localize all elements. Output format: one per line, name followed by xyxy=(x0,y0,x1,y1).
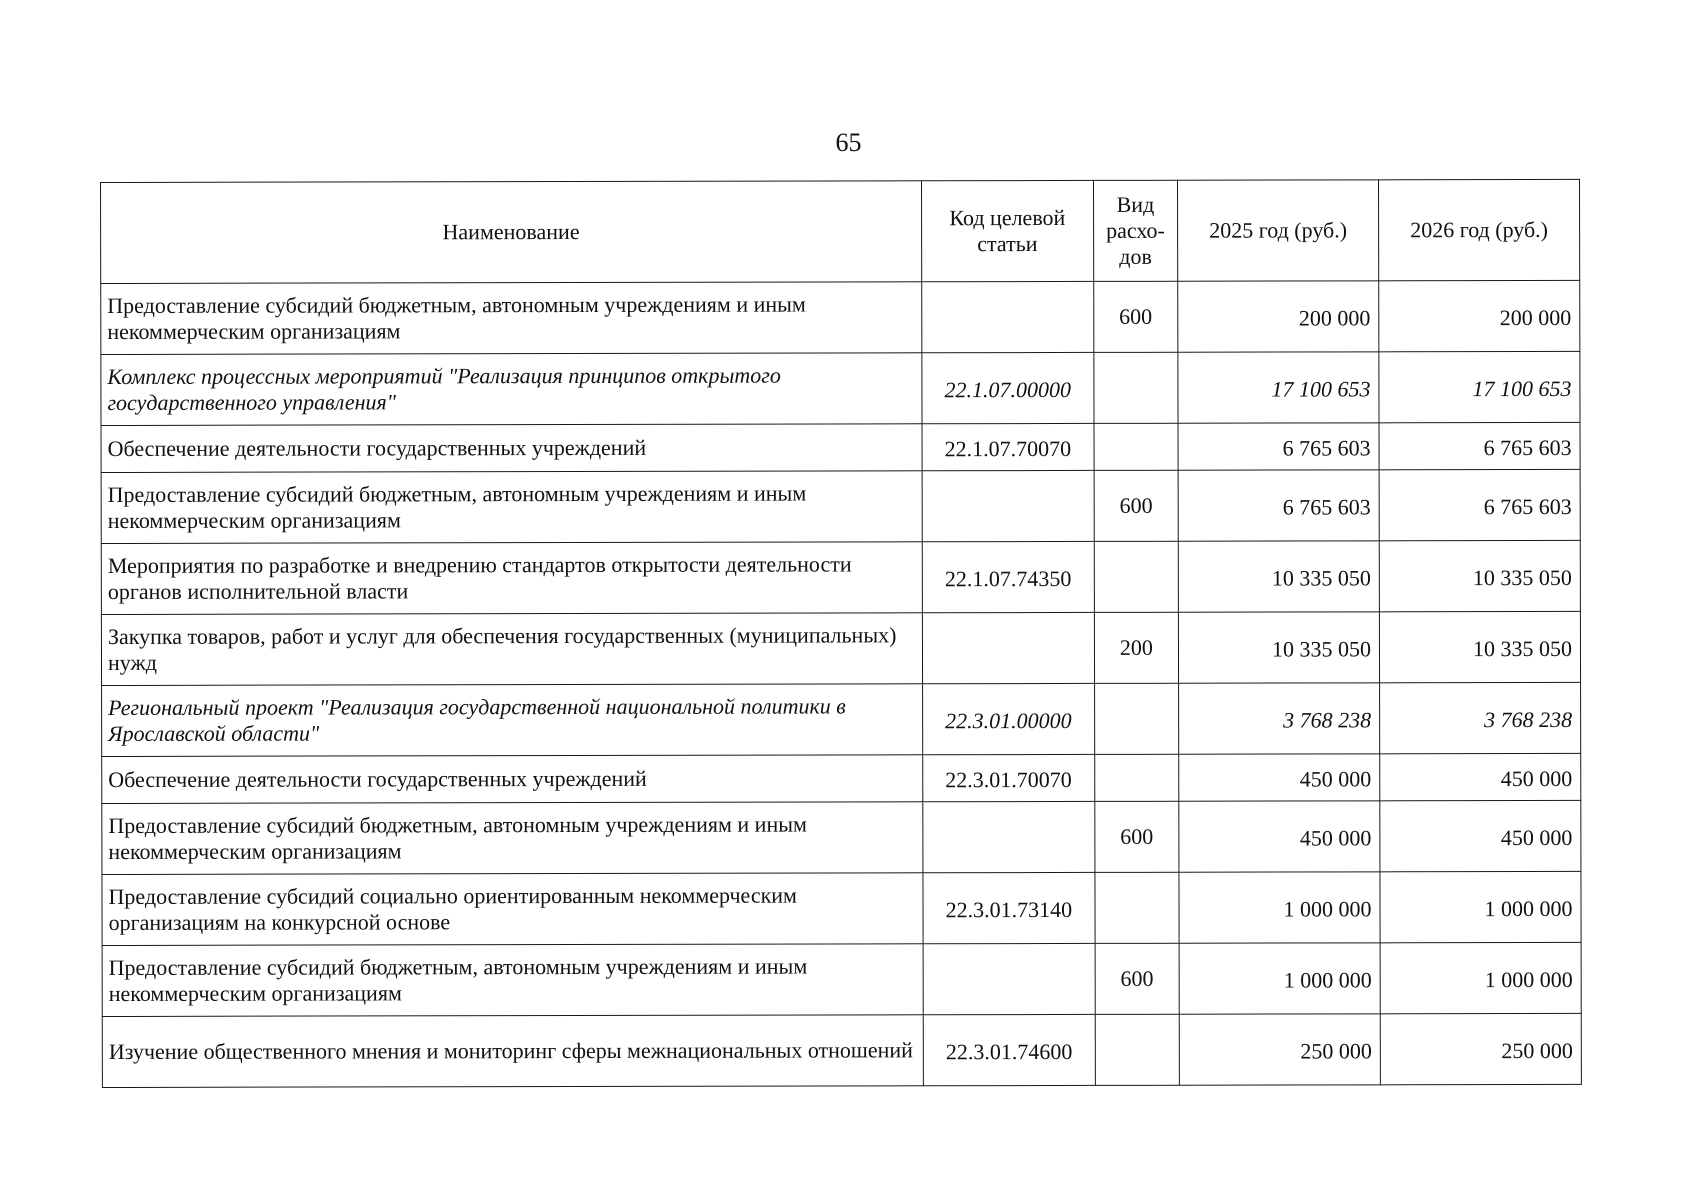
header-kind: Вид расхо-дов xyxy=(1093,180,1178,281)
cell-2026: 450 000 xyxy=(1380,800,1581,871)
table-row xyxy=(101,351,1580,425)
cell-name: Предоставление субсидий бюджетным, автономным учреждениям и иным некоммерческим организациям xyxy=(102,944,923,1017)
cell-name: Обеспечение деятельности государственных учреждений xyxy=(102,755,923,804)
cell-code xyxy=(922,281,1094,352)
cell-kind xyxy=(1094,754,1178,801)
cell-kind: 600 xyxy=(1094,801,1179,872)
cell-2025: 10 335 050 xyxy=(1178,612,1379,683)
cell-2025: 6 765 603 xyxy=(1178,423,1379,470)
cell-kind xyxy=(1094,541,1179,612)
table-row xyxy=(101,422,1580,472)
cell-2026: 450 000 xyxy=(1380,753,1581,800)
header-code: Код целевой статьи xyxy=(921,180,1093,281)
table-row xyxy=(102,682,1581,756)
table-row xyxy=(101,469,1580,543)
cell-2026: 3 768 238 xyxy=(1380,682,1581,753)
cell-2025: 450 000 xyxy=(1179,754,1380,801)
cell-2026: 6 765 603 xyxy=(1379,469,1580,540)
cell-kind xyxy=(1094,352,1179,423)
cell-code: 22.1.07.70070 xyxy=(922,423,1094,470)
cell-name: Закупка товаров, работ и услуг для обеспечения государственных (муниципальных) нужд xyxy=(101,613,922,686)
cell-2025: 450 000 xyxy=(1179,801,1380,872)
cell-name: Обеспечение деятельности государственных учреждений xyxy=(101,424,922,473)
table-row xyxy=(102,871,1581,945)
cell-2025: 1 000 000 xyxy=(1179,872,1380,943)
table-row xyxy=(101,611,1580,685)
cell-code: 22.3.01.73140 xyxy=(923,872,1095,943)
cell-kind: 600 xyxy=(1093,281,1178,352)
cell-name: Предоставление субсидий социально ориентированным некоммерческим организациям на конкурсной основе xyxy=(102,873,923,946)
cell-2025: 10 335 050 xyxy=(1178,541,1379,612)
table-row xyxy=(101,540,1580,614)
cell-name: Предоставление субсидий бюджетным, автономным учреждениям и иным некоммерческим организациям xyxy=(101,471,922,544)
table-row xyxy=(102,800,1581,874)
header-name: Наименование xyxy=(101,181,922,284)
cell-kind: 200 xyxy=(1094,612,1179,683)
cell-2026: 200 000 xyxy=(1379,280,1580,351)
cell-name: Предоставление субсидий бюджетным, автономным учреждениям и иным некоммерческим организациям xyxy=(102,802,923,875)
cell-code: 22.3.01.70070 xyxy=(923,754,1095,801)
cell-name: Мероприятия по разработке и внедрению стандартов открытости деятельности органов исполнительной власти xyxy=(101,542,922,615)
table-header-row xyxy=(101,179,1580,283)
cell-name: Изучение общественного мнения и мониторинг сферы межнациональных отношений xyxy=(102,1015,923,1088)
table-row xyxy=(102,942,1581,1016)
cell-kind xyxy=(1095,872,1180,943)
cell-kind: 600 xyxy=(1094,470,1179,541)
cell-code xyxy=(923,943,1095,1014)
cell-2026: 10 335 050 xyxy=(1379,611,1580,682)
cell-code: 22.3.01.00000 xyxy=(922,683,1094,754)
cell-2025: 200 000 xyxy=(1178,281,1379,352)
cell-name: Комплекс процессных мероприятий "Реализация принципов открытого государственного управления" xyxy=(101,353,922,426)
table-row xyxy=(101,280,1580,354)
budget-table xyxy=(100,179,1582,1088)
cell-code: 22.1.07.00000 xyxy=(922,352,1094,423)
cell-kind xyxy=(1095,1014,1180,1085)
table-row xyxy=(102,1013,1581,1087)
cell-code: 22.1.07.74350 xyxy=(922,541,1094,612)
cell-name: Региональный проект "Реализация государственной национальной политики в Ярославской области" xyxy=(102,684,923,757)
table-row xyxy=(102,753,1581,803)
cell-kind: 600 xyxy=(1095,943,1180,1014)
cell-2025: 1 000 000 xyxy=(1179,943,1380,1014)
cell-2026: 1 000 000 xyxy=(1380,871,1581,942)
page-number: 65 xyxy=(835,128,862,157)
header-2026: 2026 год (руб.) xyxy=(1379,179,1580,280)
cell-name: Предоставление субсидий бюджетным, автономным учреждениям и иным некоммерческим организациям xyxy=(101,282,922,355)
cell-kind xyxy=(1094,683,1179,754)
cell-code xyxy=(922,612,1094,683)
cell-2026: 17 100 653 xyxy=(1379,351,1580,422)
cell-code xyxy=(922,470,1094,541)
header-2025: 2025 год (руб.) xyxy=(1178,180,1379,281)
cell-2025: 6 765 603 xyxy=(1178,470,1379,541)
table-body xyxy=(101,280,1582,1087)
cell-2026: 1 000 000 xyxy=(1380,942,1581,1013)
cell-kind xyxy=(1094,423,1178,470)
cell-2025: 3 768 238 xyxy=(1179,683,1380,754)
cell-2026: 10 335 050 xyxy=(1379,540,1580,611)
cell-2026: 250 000 xyxy=(1380,1013,1581,1084)
cell-2026: 6 765 603 xyxy=(1379,422,1580,469)
cell-code: 22.3.01.74600 xyxy=(923,1014,1095,1085)
cell-code xyxy=(923,801,1095,872)
cell-2025: 17 100 653 xyxy=(1178,352,1379,423)
cell-2025: 250 000 xyxy=(1179,1014,1380,1085)
